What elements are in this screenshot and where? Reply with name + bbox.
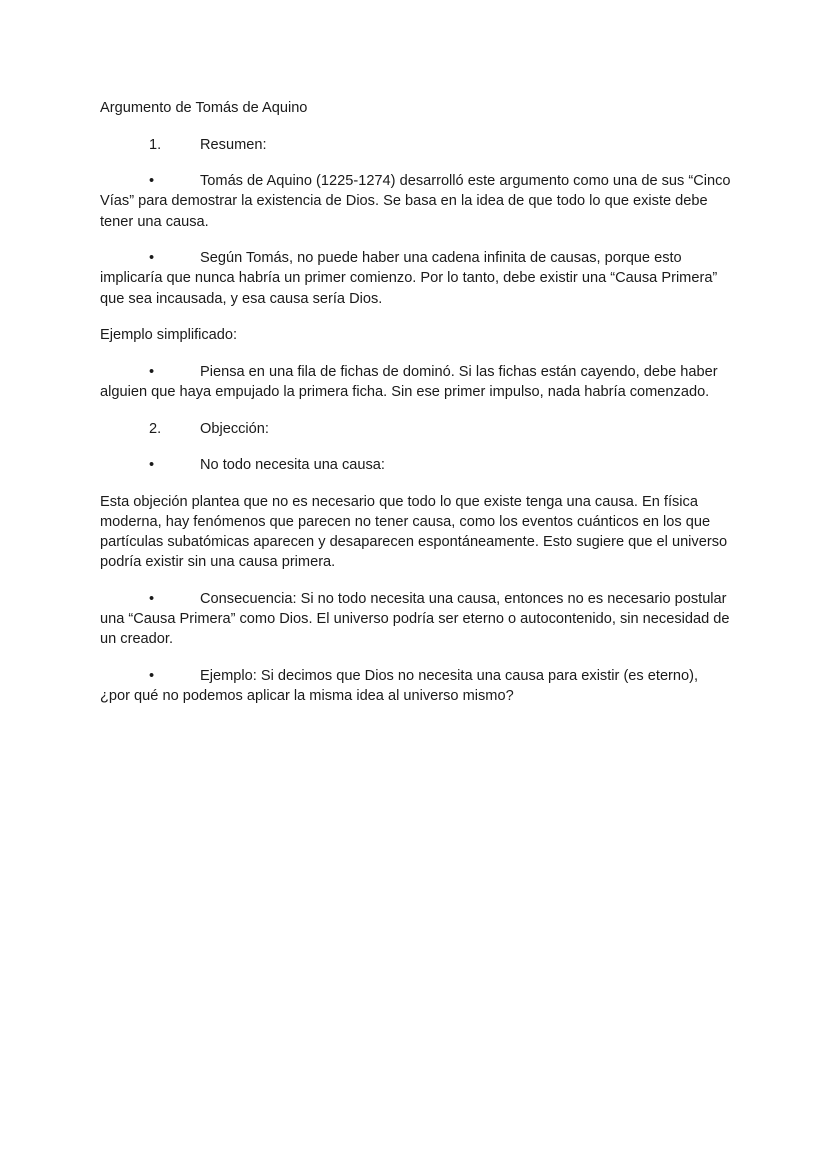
example-heading: Ejemplo simplificado: [100,327,238,344]
bullet-text: Según Tomás, no puede haber una cadena infinita de causas, porque esto implicaría que nunca habría un primer comienzo. Por lo tanto, debe existir una “Causa Primera” que sea incausada, y esa causa sería Dios. [100,250,718,307]
bullet-icon: • [149,590,155,607]
bullet-text: No todo necesita una causa: [200,457,385,474]
bullet-paragraph-objection [100,455,732,475]
bullet-icon: • [149,363,155,380]
section-heading-label: Objección: [200,420,269,437]
bullet-text: Consecuencia: Si no todo necesita una causa, entonces no es necesario postular una “Causa Primera” como Dios. El universo podría ser eterno o autocontenido, sin necesidad de un creador. [100,590,730,648]
bullet-icon: • [149,457,155,474]
bullet-paragraph-example [100,362,732,402]
bullet-icon: • [149,250,155,267]
document-body [100,98,732,723]
bullet-text: Tomás de Aquino (1225-1274) desarrolló este argumento como una de sus “Cinco Vías” para demostrar la existencia de Dios. Se basa en la idea de que todo lo que existe debe tener una causa. [100,173,731,230]
section-heading-resumen [100,135,732,155]
bullet-text: Piensa en una fila de fichas de dominó. Si las fichas están cayendo, debe haber alguien que haya empujado la primera ficha. Sin ese primer impulso, nada habría comenzado. [100,363,718,400]
bullet-icon: • [149,173,155,190]
bullet-paragraph-objection-example [100,666,732,706]
bullet-paragraph-summary-2 [100,248,732,309]
section-number: 1. [149,136,162,153]
document-title: Argumento de Tomás de Aquino [100,100,308,116]
section-number: 2. [149,420,162,437]
section-heading-objeccion [100,419,732,439]
bullet-text: Ejemplo: Si decimos que Dios no necesita una causa para existir (es eterno), ¿por qué no podemos aplicar la misma idea al universo mismo? [100,667,699,705]
bullet-paragraph-consequence [100,589,732,650]
section-heading-label: Resumen: [200,136,267,153]
bullet-paragraph-summary-1 [100,171,732,232]
objection-body-paragraph: Esta objeción plantea que no es necesario que todo lo que existe tenga una causa. En física moderna, hay fenómenos que parecen no tener causa, como los eventos cuánticos en los que partículas subatómicas aparecen y desaparecen espontáneamente. Esto sugiere que el universo podría existir sin una causa primera. [100,493,728,571]
bullet-icon: • [149,667,155,684]
